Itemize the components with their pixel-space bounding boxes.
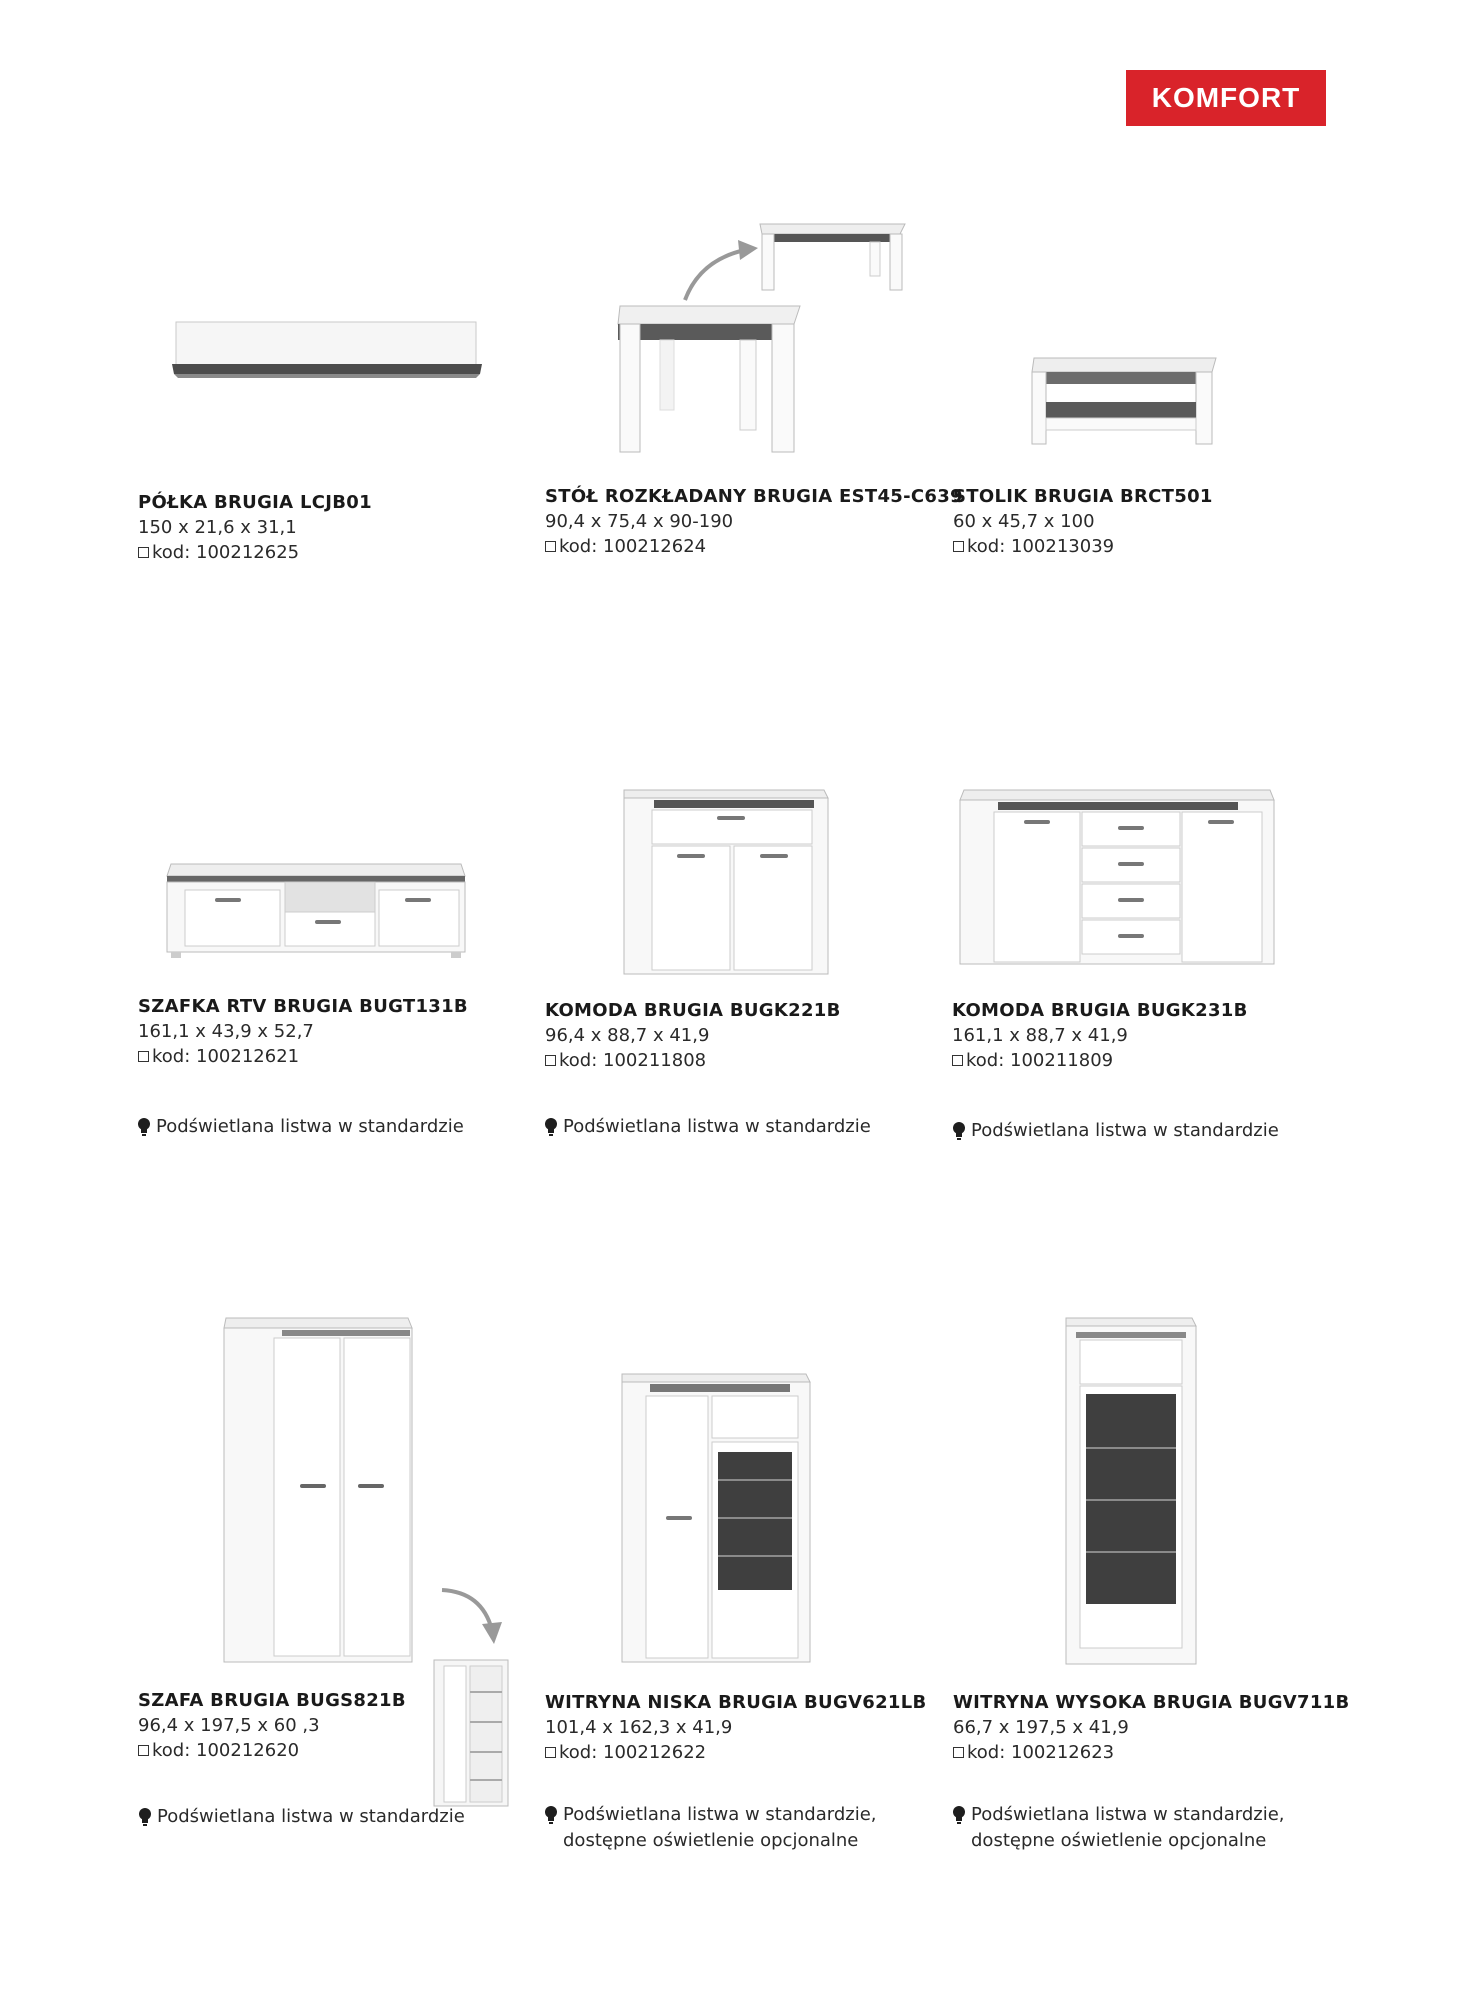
shelf-image	[170, 318, 486, 388]
code-box-icon	[953, 1747, 964, 1758]
code-box-icon	[952, 1055, 963, 1066]
code-box-icon	[138, 1051, 149, 1062]
low-display-cabinet-image	[620, 1370, 812, 1666]
product-info	[545, 484, 963, 559]
product-code: kod: 100211808	[545, 1048, 841, 1073]
product-info	[545, 998, 841, 1073]
lightbulb-icon	[544, 1117, 558, 1137]
extending-table-image	[610, 210, 910, 460]
product-code: kod: 100212625	[138, 540, 372, 565]
product-name: WITRYNA NISKA BRUGIA BUGV621LB	[545, 1692, 927, 1713]
product-info	[952, 998, 1248, 1073]
lightbulb-icon	[137, 1117, 151, 1137]
lightbulb-icon	[544, 1805, 558, 1825]
dresser-2-door-image	[622, 786, 830, 982]
product-dimensions: 161,1 x 88,7 x 41,9	[952, 1025, 1128, 1046]
product-dimensions: 96,4 x 88,7 x 41,9	[545, 1025, 710, 1046]
lightbulb-icon	[952, 1121, 966, 1141]
product-name: STOLIK BRUGIA BRCT501	[953, 486, 1213, 507]
product-info	[953, 1690, 1350, 1765]
product-dimensions: 101,4 x 162,3 x 41,9	[545, 1717, 733, 1738]
lightbulb-icon	[952, 1805, 966, 1825]
product-dimensions: 96,4 x 197,5 x 60 ,3	[138, 1715, 320, 1736]
tall-display-cabinet-image	[1064, 1312, 1198, 1668]
dresser-drawers-image	[958, 786, 1276, 972]
feature-note: Podświetlana listwa w standardzie, dostępne oświetlenie opcjonalne	[544, 1802, 877, 1854]
product-code: kod: 100211809	[952, 1048, 1248, 1073]
product-code: kod: 100212621	[138, 1044, 468, 1069]
product-code: kod: 100212620	[138, 1738, 406, 1763]
feature-note: Podświetlana listwa w standardzie	[138, 1804, 465, 1830]
product-info	[138, 994, 468, 1069]
feature-note: Podświetlana listwa w standardzie	[544, 1114, 871, 1140]
coffee-table-image	[1030, 350, 1220, 450]
product-name: SZAFKA RTV BRUGIA BUGT131B	[138, 996, 468, 1017]
product-dimensions: 60 x 45,7 x 100	[953, 511, 1095, 532]
product-dimensions: 150 x 21,6 x 31,1	[138, 517, 297, 538]
product-name: PÓŁKA BRUGIA LCJB01	[138, 492, 372, 513]
code-box-icon	[545, 541, 556, 552]
product-name: STÓŁ ROZKŁADANY BRUGIA EST45-C639	[545, 486, 963, 507]
product-info	[138, 490, 372, 565]
code-box-icon	[545, 1747, 556, 1758]
code-box-icon	[138, 1745, 149, 1756]
code-box-icon	[138, 547, 149, 558]
feature-note: Podświetlana listwa w standardzie	[137, 1114, 464, 1140]
product-info	[138, 1688, 406, 1763]
product-code: kod: 100212623	[953, 1740, 1350, 1765]
feature-note: Podświetlana listwa w standardzie, dostępne oświetlenie opcjonalne	[952, 1802, 1285, 1854]
product-name: KOMODA BRUGIA BUGK221B	[545, 1000, 841, 1021]
product-dimensions: 66,7 x 197,5 x 41,9	[953, 1717, 1129, 1738]
product-dimensions: 161,1 x 43,9 x 52,7	[138, 1021, 314, 1042]
product-code: kod: 100213039	[953, 534, 1213, 559]
product-info	[953, 484, 1213, 559]
product-code: kod: 100212624	[545, 534, 963, 559]
code-box-icon	[545, 1055, 556, 1066]
product-code: kod: 100212622	[545, 1740, 927, 1765]
lightbulb-icon	[138, 1807, 152, 1827]
tv-cabinet-image	[165, 860, 467, 960]
komfort-logo: KOMFORT	[1126, 70, 1326, 126]
feature-note: Podświetlana listwa w standardzie	[952, 1118, 1279, 1144]
product-dimensions: 90,4 x 75,4 x 90-190	[545, 511, 734, 532]
product-name: WITRYNA WYSOKA BRUGIA BUGV711B	[953, 1692, 1350, 1713]
product-info	[545, 1690, 927, 1765]
product-name: SZAFA BRUGIA BUGS821B	[138, 1690, 406, 1711]
product-name: KOMODA BRUGIA BUGK231B	[952, 1000, 1248, 1021]
code-box-icon	[953, 541, 964, 552]
